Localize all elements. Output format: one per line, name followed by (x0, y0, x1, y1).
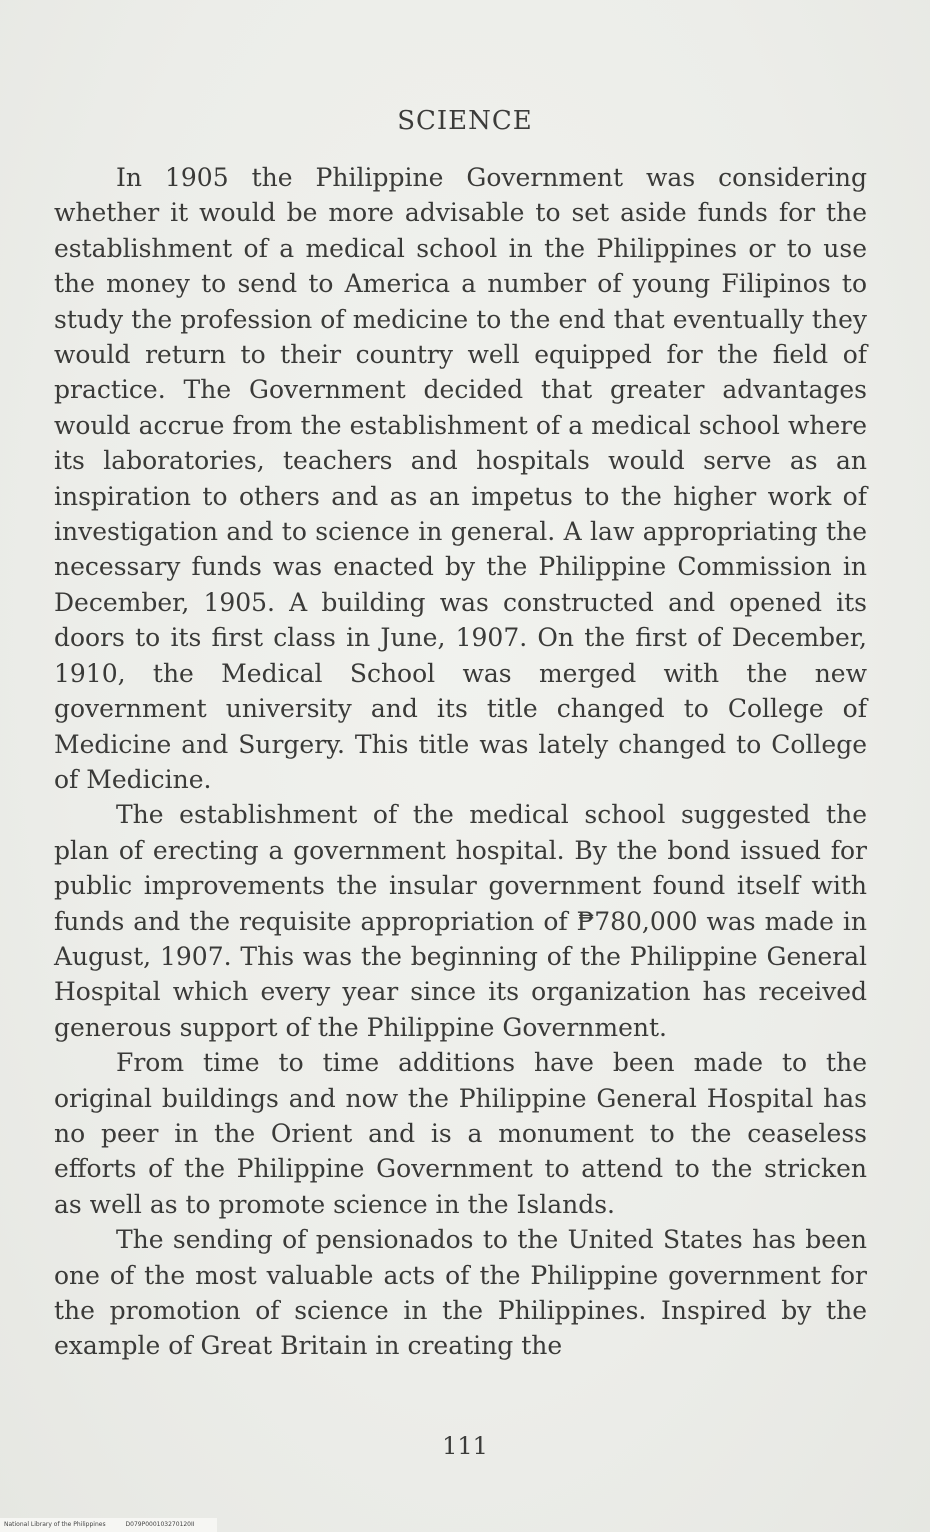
scan-footer (0, 1518, 217, 1532)
paragraph-1: In 1905 the Philippine Government was considering whether it would be more advisable to set aside funds for the establishment of a medical school in the Philippines or to use the money to send to America a number of young Filipinos to study the profession of medicine to the end that eventually they would return to their country well equipped for the field of practice. The Government decided that greater advantages would accrue from the establishment of a medical school where its laboratories, teachers and hospitals would serve as an inspiration to others and as an impetus to the higher work of investigation and to science in general. A law appropriating the necessary funds was enacted by the Philippine Commission in December, 1905. A building was constructed and opened its doors to its first class in June, 1907. On the first of December, 1910, the Medical School was merged with the new government university and its title changed to College of Medicine and Surgery. This title was lately changed to College of Medicine. (54, 163, 867, 794)
body-text (54, 160, 867, 1364)
footer-library: National Library of the Philippines (4, 1521, 106, 1528)
footer-code: D079P000103270120II (125, 1521, 195, 1528)
paragraph-4: The sending of pensionados to the United States has been one of the most valuable acts of the Philippine government for the promotion of science in the Philippines. Inspired by the example of Great Britain in creating the (54, 1225, 867, 1361)
paragraph-3: From time to time additions have been made to the original buildings and now the Philippine General Hospital has no peer in the Orient and is a monument to the ceaseless efforts of the Philippine Government to attend to the stricken as well as to promote science in the Islands. (54, 1048, 867, 1219)
paragraph-2: The establishment of the medical school suggested the plan of erecting a government hospital. By the bond issued for public improvements the insular government found itself with funds and the requisite appropriation of ₱780,000 was made in August, 1907. This was the beginning of the Philippine General Hospital which every year since its organization has received generous support of the Philippine Government. (54, 800, 867, 1042)
page-number: 111 (442, 1432, 488, 1460)
section-heading: SCIENCE (397, 106, 533, 136)
